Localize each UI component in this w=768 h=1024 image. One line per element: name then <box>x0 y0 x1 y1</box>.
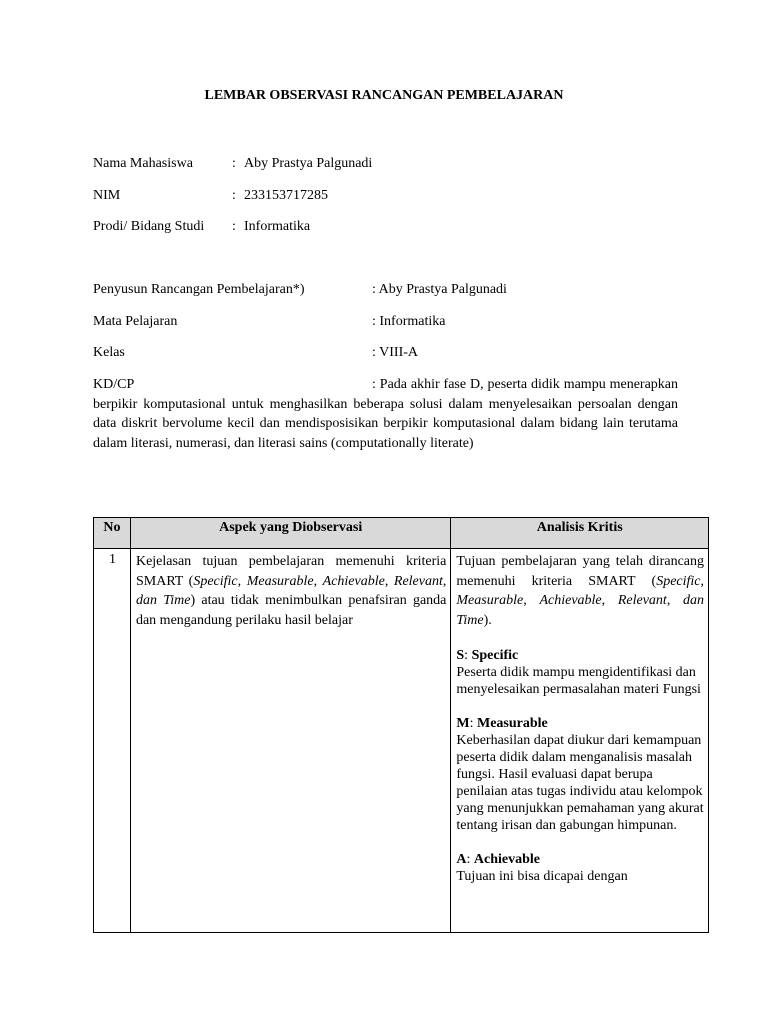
text-span: , <box>601 593 618 608</box>
header-aspek: Aspek yang Diobservasi <box>130 518 450 549</box>
identity-label: NIM <box>93 188 121 203</box>
text-span: , <box>523 593 540 608</box>
text-span: , <box>442 573 447 589</box>
text-span: , <box>666 593 683 608</box>
heading-word: Measurable <box>476 716 548 731</box>
heading-letter: S <box>456 648 465 663</box>
identity-value: Informatika <box>244 219 311 234</box>
identity-value: Aby Prastya Palgunadi <box>244 156 373 171</box>
smart-specific-heading <box>456 647 704 664</box>
heading-word: Achievable <box>473 852 540 867</box>
italic-term: Specific <box>656 573 701 589</box>
heading-word: Specific <box>471 648 519 663</box>
plan-label: Penyusun Rancangan Pembelajaran*) <box>93 282 305 297</box>
kdcp-text: : Pada akhir fase D, peserta didik mampu menerapkan berpikir komputasional untuk menghasilkan beberapa solusi dalam menyelesaikan persoalan dengan data diskrit bervolume kecil dan mendisposisikan berpikir komputasional dalam bidang lain terutama dalam literasi, numerasi, dan literasi sains (computationally literate) <box>93 377 678 451</box>
italic-term: Specific <box>193 573 238 589</box>
plan-label: Mata Pelajaran <box>93 314 178 329</box>
identity-row-prodi <box>93 219 311 235</box>
smart-measurable-text: Keberhasilan dapat diukur dari kemampuan peserta didik dalam menganalisis masalah fungsi. Hasil evaluasi dapat berupa penilaian atas tugas individu atau kelompok yang menunjukkan pemahaman yang akurat tentang irisan dan gabungan himpunan. <box>456 733 704 833</box>
plan-value: : VIII-A <box>372 345 419 360</box>
heading-letter: A <box>456 852 467 867</box>
plan-label: Kelas <box>93 345 125 360</box>
header-no: No <box>94 518 131 549</box>
heading-sep: : <box>469 716 477 731</box>
text-span: , <box>384 573 394 589</box>
heading-letter: M <box>456 716 470 731</box>
plan-row-kelas <box>93 345 419 361</box>
identity-label: Nama Mahasiswa <box>93 156 193 171</box>
identity-label: Prodi/ Bidang Studi <box>93 219 205 234</box>
kdcp-label: KD/CP <box>93 377 135 392</box>
smart-measurable-heading <box>456 715 704 732</box>
aspek-text <box>136 552 446 630</box>
italic-term: Achievable <box>539 593 602 608</box>
plan-value: : Aby Prastya Palgunadi <box>372 282 507 297</box>
identity-row-nim <box>93 188 328 204</box>
colon: : <box>232 156 236 171</box>
text-span: ) atau tidak menimbulkan penafsiran ganda dan mengandung perilaku hasil belajar <box>135 593 447 628</box>
analisis-cell <box>451 549 709 933</box>
smart-achievable-heading <box>456 851 704 868</box>
header-analisis: Analisis Kritis <box>451 518 709 549</box>
text-span: , <box>237 573 247 589</box>
text-span: , <box>313 573 323 589</box>
plan-row-penyusun <box>93 282 507 298</box>
plan-value: : Informatika <box>372 314 446 329</box>
italic-term: Measurable <box>456 593 524 608</box>
kdcp-paragraph <box>93 375 678 453</box>
text-span: Kejelasan tujuan pembelajaran memenuhi kriteria SMART ( <box>135 554 447 589</box>
italic-term: Measurable <box>246 573 314 589</box>
colon: : <box>232 219 236 234</box>
identity-row-name <box>93 156 373 172</box>
analisis-intro <box>456 552 704 630</box>
page-title: LEMBAR OBSERVASI RANCANGAN PEMBELAJARAN <box>204 88 564 103</box>
table-header-row <box>94 518 709 549</box>
colon: : <box>232 188 236 203</box>
smart-achievable-text: Tujuan ini bisa dicapai dengan <box>456 869 628 884</box>
text-span: , <box>700 573 704 589</box>
heading-sep: : <box>464 648 472 663</box>
identity-value: 233153717285 <box>244 188 328 203</box>
text-span: ). <box>483 612 492 628</box>
italic-term: Achievable <box>322 573 385 589</box>
row-number: 1 <box>94 549 131 933</box>
smart-specific-text: Peserta didik mampu mengidentifikasi dan menyelesaikan permasalahan materi Fungsi <box>456 665 701 697</box>
observation-table <box>93 517 709 933</box>
italic-term: dan Time <box>456 593 704 628</box>
heading-sep: : <box>466 852 474 867</box>
italic-term: dan Time <box>135 593 191 608</box>
plan-row-mapel <box>93 314 446 330</box>
text-span: Tujuan pembelajaran yang telah dirancang memenuhi kriteria SMART ( <box>456 554 704 589</box>
italic-term: Relevant <box>617 593 667 608</box>
table-row <box>94 549 709 933</box>
aspek-cell <box>130 549 450 933</box>
italic-term: Relevant <box>393 573 443 589</box>
